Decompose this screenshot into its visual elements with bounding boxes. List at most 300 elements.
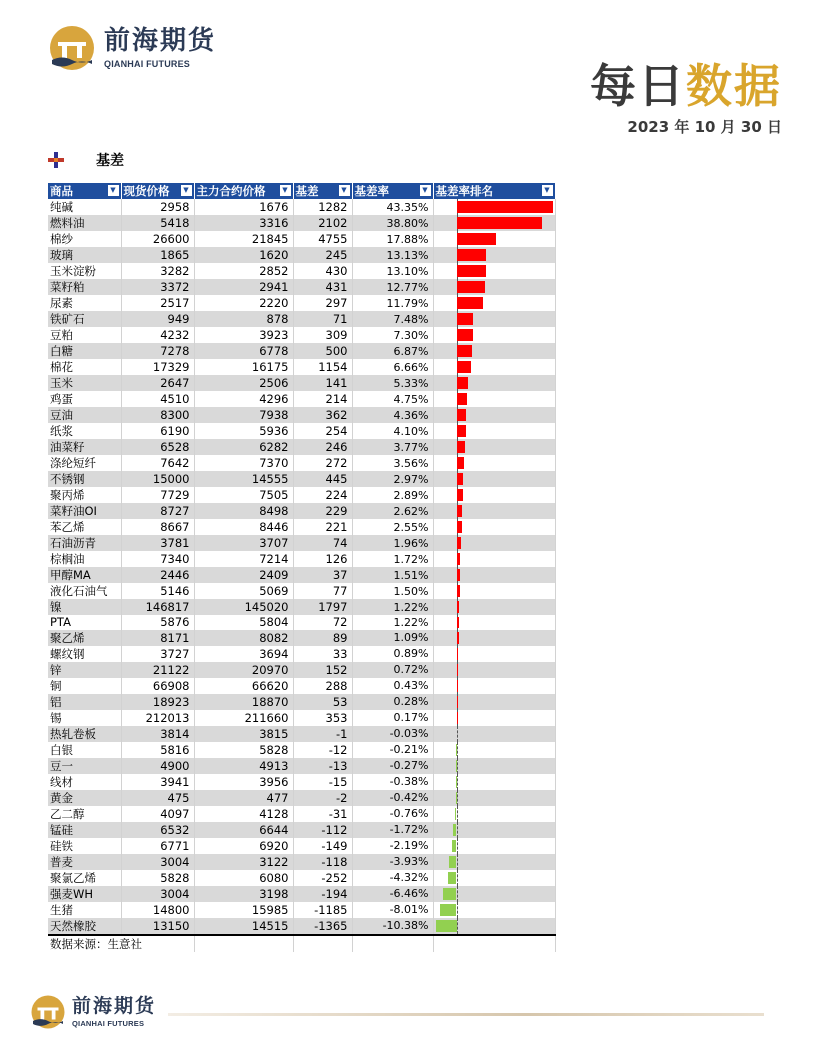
- cell-rank-bar: [433, 471, 555, 487]
- cell-basis-rate: -0.76%: [352, 806, 433, 822]
- cell-basis-rate: 1.22%: [352, 615, 433, 630]
- table-row: [48, 487, 555, 503]
- cell-spot-price: 5146: [121, 583, 194, 599]
- basis-rate-bar: [457, 377, 469, 389]
- cell-basis: -2: [293, 790, 352, 806]
- brand-name-en: QIANHAI FUTURES: [72, 1018, 145, 1028]
- cell-basis: -194: [293, 886, 352, 902]
- basis-rate-bar: [455, 808, 457, 820]
- bar-axis: [457, 918, 458, 934]
- bar-axis: [457, 902, 458, 918]
- cell-spot-price: 7278: [121, 343, 194, 359]
- cell-name: 涤纶短纤: [48, 455, 121, 471]
- cell-main-price: 6778: [194, 343, 293, 359]
- cell-spot-price: 5816: [121, 742, 194, 758]
- dropdown-arrow-icon[interactable]: ▼: [181, 185, 192, 196]
- cell-basis-rate: 5.33%: [352, 375, 433, 391]
- table-row: [48, 615, 555, 630]
- basis-table: [48, 183, 556, 952]
- cell-spot-price: 3004: [121, 854, 194, 870]
- cell-main-price: 8446: [194, 519, 293, 535]
- cell-main-price: 7214: [194, 551, 293, 567]
- table-row: [48, 662, 555, 678]
- cell-main-price: 6282: [194, 439, 293, 455]
- cell-basis-rate: -10.38%: [352, 918, 433, 935]
- cell-name: 白糖: [48, 343, 121, 359]
- bar-axis: [457, 790, 458, 806]
- cell-spot-price: 3372: [121, 279, 194, 295]
- cell-basis: 4755: [293, 231, 352, 247]
- table-row: [48, 870, 555, 886]
- dropdown-arrow-icon[interactable]: ▼: [108, 185, 119, 196]
- cell-rank-bar: [433, 694, 555, 710]
- cell-spot-price: 6190: [121, 423, 194, 439]
- cell-spot-price: 949: [121, 311, 194, 327]
- cell-basis: 362: [293, 407, 352, 423]
- cell-main-price: 21845: [194, 231, 293, 247]
- cell-basis: 126: [293, 551, 352, 567]
- cell-basis: -1365: [293, 918, 352, 935]
- cell-basis: 500: [293, 343, 352, 359]
- cell-main-price: 2941: [194, 279, 293, 295]
- cell-rank-bar: [433, 630, 555, 646]
- cell-basis-rate: -4.32%: [352, 870, 433, 886]
- cell-basis-rate: 11.79%: [352, 295, 433, 311]
- cell-spot-price: 17329: [121, 359, 194, 375]
- cell-basis: 430: [293, 263, 352, 279]
- cell-rank-bar: [433, 854, 555, 870]
- cell-name: 热轧卷板: [48, 726, 121, 742]
- cell-name: 豆油: [48, 407, 121, 423]
- cell-rank-bar: [433, 838, 555, 854]
- cell-name: 铜: [48, 678, 121, 694]
- cell-spot-price: 4510: [121, 391, 194, 407]
- cell-name: PTA: [48, 615, 121, 630]
- cell-rank-bar: [433, 439, 555, 455]
- cell-name: 聚氯乙烯: [48, 870, 121, 886]
- col-header-basis: 基差 ▼: [293, 183, 352, 199]
- basis-rate-bar: [457, 489, 463, 501]
- cell-spot-price: 3941: [121, 774, 194, 790]
- cell-basis: 37: [293, 567, 352, 583]
- cell-basis: 53: [293, 694, 352, 710]
- table-footer-row: [48, 935, 555, 952]
- table-row: [48, 503, 555, 519]
- cell-rank-bar: [433, 758, 555, 774]
- cell-basis-rate: 1.96%: [352, 535, 433, 551]
- cell-name: 乙二醇: [48, 806, 121, 822]
- basis-rate-bar: [457, 345, 472, 357]
- cell-basis-rate: 13.13%: [352, 247, 433, 263]
- cell-main-price: 5828: [194, 742, 293, 758]
- cell-basis-rate: 38.80%: [352, 215, 433, 231]
- basis-rate-bar: [436, 920, 457, 932]
- cell-rank-bar: [433, 375, 555, 391]
- table-row: [48, 471, 555, 487]
- cell-basis-rate: 12.77%: [352, 279, 433, 295]
- basis-rate-bar: [457, 249, 486, 261]
- table-row: [48, 583, 555, 599]
- bar-axis: [457, 886, 458, 902]
- cell-basis: -252: [293, 870, 352, 886]
- basis-rate-bar: [457, 521, 463, 533]
- qianhai-logo-icon: [48, 24, 96, 72]
- cell-basis-rate: 6.87%: [352, 343, 433, 359]
- page-title: [590, 50, 782, 116]
- cell-spot-price: 15000: [121, 471, 194, 487]
- cell-main-price: 4296: [194, 391, 293, 407]
- table-row: [48, 551, 555, 567]
- cell-spot-price: 2446: [121, 567, 194, 583]
- cell-main-price: 15985: [194, 902, 293, 918]
- cell-rank-bar: [433, 327, 555, 343]
- cell-basis-rate: 1.22%: [352, 599, 433, 615]
- cell-basis-rate: 3.77%: [352, 439, 433, 455]
- cell-basis-rate: 0.72%: [352, 662, 433, 678]
- cell-basis-rate: 2.97%: [352, 471, 433, 487]
- cell-main-price: 6644: [194, 822, 293, 838]
- basis-rate-bar: [456, 792, 457, 804]
- cell-rank-bar: [433, 551, 555, 567]
- basis-rate-bar: [457, 233, 497, 245]
- cell-basis-rate: 2.89%: [352, 487, 433, 503]
- brand-logo-bottom: [30, 994, 156, 1030]
- dropdown-arrow-icon[interactable]: ▼: [542, 185, 553, 196]
- bar-axis: [457, 806, 458, 822]
- cell-rank-bar: [433, 343, 555, 359]
- table-row: [48, 231, 555, 247]
- cell-basis-rate: 6.66%: [352, 359, 433, 375]
- basis-rate-bar: [457, 425, 466, 437]
- cell-basis-rate: -6.46%: [352, 886, 433, 902]
- cell-basis: 445: [293, 471, 352, 487]
- table-row: [48, 455, 555, 471]
- cell-basis: -1: [293, 726, 352, 742]
- cell-spot-price: 4097: [121, 806, 194, 822]
- cell-basis-rate: -0.27%: [352, 758, 433, 774]
- cell-name: 液化石油气: [48, 583, 121, 599]
- cell-basis-rate: 4.10%: [352, 423, 433, 439]
- cell-rank-bar: [433, 247, 555, 263]
- cell-basis-rate: 43.35%: [352, 199, 433, 215]
- cell-basis-rate: 4.75%: [352, 391, 433, 407]
- cell-basis: 71: [293, 311, 352, 327]
- cell-basis: 229: [293, 503, 352, 519]
- cell-rank-bar: [433, 535, 555, 551]
- cell-spot-price: 8300: [121, 407, 194, 423]
- cell-name: 玉米: [48, 375, 121, 391]
- section-label: 基差: [96, 153, 124, 169]
- basis-rate-bar: [457, 553, 461, 565]
- cell-basis: 245: [293, 247, 352, 263]
- cell-basis: -1185: [293, 902, 352, 918]
- cell-main-price: 7370: [194, 455, 293, 471]
- cell-basis: -149: [293, 838, 352, 854]
- table-row: [48, 694, 555, 710]
- cell-name: 聚丙烯: [48, 487, 121, 503]
- cell-name: 纯碱: [48, 199, 121, 215]
- cell-name: 镍: [48, 599, 121, 615]
- cell-rank-bar: [433, 567, 555, 583]
- cell-rank-bar: [433, 231, 555, 247]
- cell-basis-rate: 4.36%: [352, 407, 433, 423]
- cell-rank-bar: [433, 407, 555, 423]
- cell-basis: 1154: [293, 359, 352, 375]
- cell-spot-price: 146817: [121, 599, 194, 615]
- table-row: [48, 343, 555, 359]
- cell-name: 油菜籽: [48, 439, 121, 455]
- cell-basis-rate: 0.28%: [352, 694, 433, 710]
- cell-basis: 72: [293, 615, 352, 630]
- table-row: [48, 279, 555, 295]
- cell-rank-bar: [433, 263, 555, 279]
- basis-rate-bar: [457, 329, 473, 341]
- cell-name: 豆粕: [48, 327, 121, 343]
- cell-main-price: 878: [194, 311, 293, 327]
- table-row: [48, 822, 555, 838]
- cell-name: 普麦: [48, 854, 121, 870]
- cell-basis: 74: [293, 535, 352, 551]
- cell-spot-price: 6528: [121, 439, 194, 455]
- cell-spot-price: 212013: [121, 710, 194, 726]
- cell-basis: 221: [293, 519, 352, 535]
- cell-spot-price: 475: [121, 790, 194, 806]
- cell-main-price: 7505: [194, 487, 293, 503]
- basis-rate-bar: [453, 824, 456, 836]
- basis-rate-bar: [457, 585, 460, 597]
- cell-main-price: 18870: [194, 694, 293, 710]
- cell-spot-price: 6532: [121, 822, 194, 838]
- cell-name: 燃料油: [48, 215, 121, 231]
- qianhai-logo-icon: [30, 994, 66, 1030]
- cell-basis: -12: [293, 742, 352, 758]
- dropdown-arrow-icon[interactable]: ▼: [339, 185, 350, 196]
- table-row: [48, 774, 555, 790]
- table-row: [48, 375, 555, 391]
- table-row: [48, 199, 555, 215]
- basis-rate-bar: [457, 617, 460, 628]
- bar-axis: [457, 854, 458, 870]
- cell-basis-rate: 1.51%: [352, 567, 433, 583]
- cell-spot-price: 3781: [121, 535, 194, 551]
- cell-basis-rate: -0.42%: [352, 790, 433, 806]
- basis-rate-bar: [457, 313, 474, 325]
- cell-name: 锡: [48, 710, 121, 726]
- cell-spot-price: 2647: [121, 375, 194, 391]
- brand-name-cn: 前海期货: [104, 25, 217, 56]
- basis-rate-bar: [457, 393, 468, 405]
- cell-name: 甲醇MA: [48, 567, 121, 583]
- cell-spot-price: 2958: [121, 199, 194, 215]
- cell-basis: 214: [293, 391, 352, 407]
- table-row: [48, 726, 555, 742]
- cell-spot-price: 5876: [121, 615, 194, 630]
- cell-basis-rate: -1.72%: [352, 822, 433, 838]
- cell-spot-price: 66908: [121, 678, 194, 694]
- brand-name-cn: 前海期货: [72, 994, 157, 1017]
- table-row: [48, 439, 555, 455]
- cell-rank-bar: [433, 487, 555, 503]
- cell-spot-price: 4900: [121, 758, 194, 774]
- cell-name: 鸡蛋: [48, 391, 121, 407]
- table-row: [48, 599, 555, 615]
- cell-main-price: 4913: [194, 758, 293, 774]
- table-row: [48, 918, 555, 935]
- footer-divider: [168, 1013, 764, 1016]
- cell-main-price: 14515: [194, 918, 293, 935]
- cell-basis: 288: [293, 678, 352, 694]
- cell-name: 黄金: [48, 790, 121, 806]
- cell-rank-bar: [433, 615, 555, 630]
- cell-rank-bar: [433, 199, 555, 215]
- basis-rate-bar: [456, 760, 457, 772]
- col-header-rank: 基差率排名 ▼: [433, 183, 555, 199]
- basis-rate-bar: [449, 856, 457, 868]
- basis-rate-bar: [457, 265, 486, 277]
- cell-spot-price: 6771: [121, 838, 194, 854]
- basis-rate-bar: [457, 648, 459, 660]
- cell-spot-price: 7340: [121, 551, 194, 567]
- table-row: [48, 902, 555, 918]
- cell-basis-rate: 2.55%: [352, 519, 433, 535]
- cell-main-price: 1676: [194, 199, 293, 215]
- bar-axis: [457, 870, 458, 886]
- cell-rank-bar: [433, 774, 555, 790]
- table-row: [48, 263, 555, 279]
- cell-spot-price: 13150: [121, 918, 194, 935]
- basis-rate-bar: [457, 473, 464, 485]
- cell-basis-rate: -0.21%: [352, 742, 433, 758]
- cell-spot-price: 26600: [121, 231, 194, 247]
- cell-spot-price: 8667: [121, 519, 194, 535]
- cell-spot-price: 8727: [121, 503, 194, 519]
- dropdown-arrow-icon[interactable]: ▼: [280, 185, 291, 196]
- cell-name: 生猪: [48, 902, 121, 918]
- basis-rate-bar: [452, 840, 456, 852]
- table-row: [48, 838, 555, 854]
- table-row: [48, 742, 555, 758]
- cell-main-price: 2409: [194, 567, 293, 583]
- basis-rate-bar: [443, 888, 456, 900]
- table-row: [48, 646, 555, 662]
- cell-rank-bar: [433, 215, 555, 231]
- bar-axis: [457, 838, 458, 854]
- table-row: [48, 423, 555, 439]
- basis-rate-bar: [440, 904, 456, 916]
- basis-rate-bar: [457, 537, 461, 549]
- cell-basis: 224: [293, 487, 352, 503]
- cell-main-price: 16175: [194, 359, 293, 375]
- cell-name: 石油沥青: [48, 535, 121, 551]
- bar-axis: [457, 758, 458, 774]
- cell-main-price: 5936: [194, 423, 293, 439]
- cell-rank-bar: [433, 311, 555, 327]
- cell-spot-price: 8171: [121, 630, 194, 646]
- cell-basis-rate: -0.03%: [352, 726, 433, 742]
- cell-basis: 1797: [293, 599, 352, 615]
- cell-main-price: 6080: [194, 870, 293, 886]
- col-header-rate: 基差率 ▼: [352, 183, 433, 199]
- cell-rank-bar: [433, 806, 555, 822]
- col-header-main: 主力合约价格 ▼: [194, 183, 293, 199]
- basis-rate-bar: [457, 505, 463, 517]
- cell-basis: 254: [293, 423, 352, 439]
- basis-rate-bar: [457, 696, 458, 708]
- cell-spot-price: 5828: [121, 870, 194, 886]
- cell-main-price: 8082: [194, 630, 293, 646]
- cell-basis: 141: [293, 375, 352, 391]
- cell-main-price: 3815: [194, 726, 293, 742]
- cell-main-price: 20970: [194, 662, 293, 678]
- basis-rate-bar: [457, 409, 467, 421]
- cell-main-price: 2852: [194, 263, 293, 279]
- table-row: [48, 391, 555, 407]
- cell-name: 聚乙烯: [48, 630, 121, 646]
- cell-basis-rate: 1.50%: [352, 583, 433, 599]
- cell-rank-bar: [433, 646, 555, 662]
- cell-basis-rate: 7.30%: [352, 327, 433, 343]
- cell-spot-price: 2517: [121, 295, 194, 311]
- section-heading: [48, 150, 124, 170]
- cell-spot-price: 1865: [121, 247, 194, 263]
- cell-basis-rate: 0.17%: [352, 710, 433, 726]
- cell-name: 硅铁: [48, 838, 121, 854]
- cell-main-price: 5804: [194, 615, 293, 630]
- bar-axis: [457, 774, 458, 790]
- cell-basis: 2102: [293, 215, 352, 231]
- cell-main-price: 7938: [194, 407, 293, 423]
- table-row: [48, 247, 555, 263]
- cell-main-price: 211660: [194, 710, 293, 726]
- cell-basis: 431: [293, 279, 352, 295]
- table-row: [48, 854, 555, 870]
- table-header-row: [48, 183, 555, 199]
- cell-spot-price: 21122: [121, 662, 194, 678]
- cell-basis: 309: [293, 327, 352, 343]
- cell-name: 纸浆: [48, 423, 121, 439]
- data-source: 数据来源：生意社: [48, 935, 194, 952]
- dropdown-arrow-icon[interactable]: ▼: [420, 185, 431, 196]
- cell-basis-rate: -0.38%: [352, 774, 433, 790]
- cell-name: 锌: [48, 662, 121, 678]
- cell-rank-bar: [433, 391, 555, 407]
- cell-name: 棉纱: [48, 231, 121, 247]
- cell-spot-price: 5418: [121, 215, 194, 231]
- cell-basis-rate: -3.93%: [352, 854, 433, 870]
- cell-main-price: 2220: [194, 295, 293, 311]
- basis-rate-bar: [457, 361, 472, 373]
- cell-spot-price: 3282: [121, 263, 194, 279]
- cell-rank-bar: [433, 519, 555, 535]
- cell-name: 苯乙烯: [48, 519, 121, 535]
- cell-rank-bar: [433, 599, 555, 615]
- page-title-part1: 每日: [590, 59, 686, 113]
- cell-name: 尿素: [48, 295, 121, 311]
- cell-name: 铁矿石: [48, 311, 121, 327]
- cell-basis-rate: 0.43%: [352, 678, 433, 694]
- plus-bullet-icon: [48, 152, 64, 168]
- cell-basis-rate: 13.10%: [352, 263, 433, 279]
- col-header-spot: 现货价格 ▼: [121, 183, 194, 199]
- cell-basis: 1282: [293, 199, 352, 215]
- basis-rate-bar: [457, 281, 485, 293]
- cell-rank-bar: [433, 279, 555, 295]
- cell-basis-rate: 1.72%: [352, 551, 433, 567]
- table-row: [48, 758, 555, 774]
- table-row: [48, 327, 555, 343]
- cell-name: 强麦WH: [48, 886, 121, 902]
- cell-name: 玉米淀粉: [48, 263, 121, 279]
